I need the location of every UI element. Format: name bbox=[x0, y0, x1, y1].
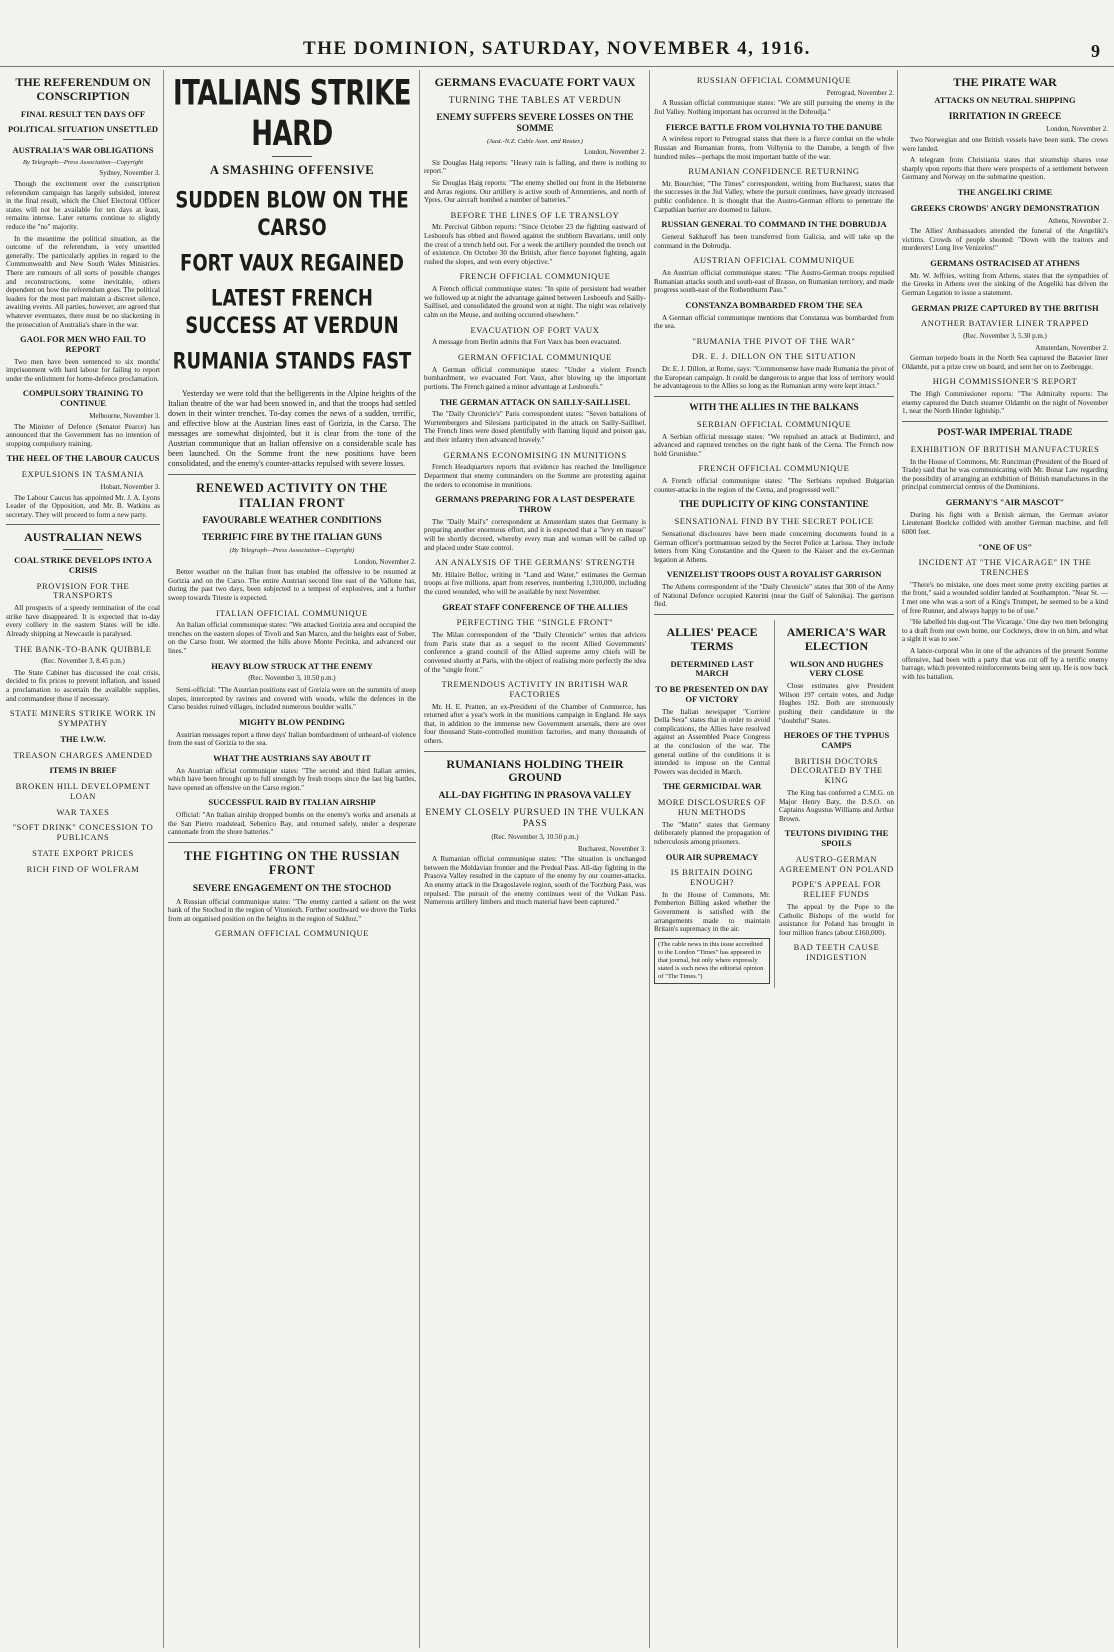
headline-australian-news: AUSTRALIAN NEWS bbox=[24, 530, 142, 545]
subhead: BROKEN HILL DEVELOPMENT LOAN bbox=[15, 781, 151, 801]
subhead: ENEMY SUFFERS SEVERE LOSSES ON THE SOMME bbox=[436, 112, 634, 134]
subhead: GERMANS PREPARING FOR A LAST DESPERATE THROW bbox=[435, 494, 635, 514]
body-paragraph: A French official communique states: "In spite of persistent bad weather we followed up at night the advantage gained between Lesboeufs and Sailly-Saillisel, and consolidated the ground won at night. The night was relatively calm on the Meuse, and nothing occurred elsewhere." bbox=[424, 285, 646, 319]
body-paragraph: The "Matin" states that Germany deliberately planned the propagation of tuberculosis among prisoners. bbox=[654, 820, 770, 846]
divider bbox=[6, 524, 160, 525]
masthead-title: THE DOMINION, SATURDAY, NOVEMBER 4, 1916. bbox=[303, 38, 811, 59]
subhead: HEAVY BLOW STRUCK AT THE ENEMY bbox=[211, 660, 373, 671]
divider bbox=[272, 156, 312, 157]
body-paragraph: A Russian official communique states: "We are still pursuing the enemy in the Jiul Valley. Nothing important has occurred in the Dobrudja." bbox=[654, 99, 894, 116]
body-paragraph: An Austrian official communique states: "The Austro-German troops repulsed Rumanian attacks south and south-east of Brasso, on Rumanian territory, and made progress south-east of the Rothenthurm Pass." bbox=[654, 268, 894, 295]
headline-post-war-trade: POST-WAR IMPERIAL TRADE bbox=[937, 427, 1073, 438]
body-paragraph: Mr. H. E. Pratten, an ex-President of the Chamber of Commerce, has returned after a year's work in the munitions campaign in England. He says that, in addition to the immense new Government arsenals, there are over four thousand State-controlled munition factories, and many thousands of others. bbox=[424, 702, 646, 746]
body-paragraph: The "Daily Mail's" correspondent at Amsterdam states that Germany is preparing another enormous effort, and it is expected that a "levy en masse" will be shortly decreed, whereby every man and woman will be called up and placed under State control. bbox=[424, 517, 646, 552]
body-paragraph: A wireless report to Petrograd states that there is a fierce combat on the whole Russian and Rumanian fronts, from Volhynia to the Danube, a length of five hundred miles—perhaps the most important battle of the war. bbox=[654, 135, 894, 161]
subhead: GERMANS OSTRACISED AT ATHENS bbox=[930, 257, 1080, 268]
subhead: EXHIBITION OF BRITISH MANUFACTURES bbox=[910, 443, 1100, 454]
subhead: CONSTANZA BOMBARDED FROM THE SEA bbox=[685, 299, 863, 310]
received-line: (Rec. November 3, 8.45 p.m.) bbox=[41, 657, 125, 666]
subhead: ITALIAN OFFICIAL COMMUNIQUE bbox=[216, 607, 368, 618]
column-4 bbox=[650, 70, 898, 1648]
subhead: AUSTRO-GERMAN AGREEMENT ON POLAND bbox=[779, 853, 894, 874]
subhead: THE HEEL OF THE LABOUR CAUCUS bbox=[6, 453, 160, 464]
body-paragraph: A telegram from Christiania states that steamship shares rose sharply upon reports that there were prospects of a settlement between Germany and Norway on the submarine question. bbox=[902, 156, 1108, 182]
subhead: TEUTONS DIVIDING THE SPOILS bbox=[784, 828, 889, 849]
subhead: GERMAN OFFICIAL COMMUNIQUE bbox=[457, 351, 613, 362]
dateline: London, November 2. bbox=[1046, 125, 1108, 134]
body-paragraph: "He labelled his dug-out 'The Vicarage.' One day two men belonging to a draft from our own home, our Cockneys, drew in on him, and what a sight it was to see." bbox=[902, 618, 1108, 644]
dateline: Athens, November 2. bbox=[1048, 216, 1108, 225]
agency-line: (By Telegraph—Press Association—Copyright) bbox=[229, 546, 355, 554]
subhead: BRITISH DOCTORS DECORATED BY THE KING bbox=[790, 755, 883, 786]
headline-balkans: WITH THE ALLIES IN THE BALKANS bbox=[689, 403, 859, 413]
body-paragraph: Though the excitement over the conscription referendum campaign has largely subsided, interest in the final result, which the Chief Electoral Officer states will not be available for ten days at least, remains intense. Later returns continue to slightly reduce the "no" majority. bbox=[6, 180, 160, 232]
subhead: FINAL RESULT TEN DAYS OFF bbox=[20, 108, 146, 119]
body-paragraph: Austrian messages report a three days' Italian bombardment of unheard-of violence from the east of Gorizia to the sea. bbox=[168, 730, 416, 748]
body-paragraph: The "Daily Chronicle's" Paris correspondent states: "Seven battalions of Wurtembergers and Silesians participated in the attack on Sailly-Saillisel. The French lines were dosed plentifully with flaming liquid and poison gas, and their infantry then advanced bravely." bbox=[424, 410, 646, 445]
subhead: ALL-DAY FIGHTING IN PRASOVA VALLEY bbox=[438, 791, 632, 802]
body-paragraph: All prospects of a speedy termination of the coal strike have disappeared. It is expected that to-day every colliery in the eastern States will be idle. Already shipping at Newcastle is paralysed. bbox=[6, 604, 160, 638]
body-paragraph: The State Cabinet has discussed the coal crisis, decided to fix prices to prevent inflation, and issued a proclamation to ascertain the available supplies, and commandeer those if necessary. bbox=[6, 668, 160, 703]
page-number: 9 bbox=[1091, 41, 1100, 61]
subhead: DR. E. J. DILLON ON THE SITUATION bbox=[692, 351, 856, 362]
body-paragraph: In the meantime the political situation, as the outcome of the referendum, is very unsettled generally. The particularly applies in regard to the Commonwealth and New South Wales Ministries. There are rumours of all sorts of possible changes and reconstructions, some inevitable, others dependent on how the referendum goes. The political leaders for the most part maintain a discreet silence, awaiting events. All parties, however, are agreed that whatever eventuates, there must be no slackening in the prosecution of Australia's share in the war. bbox=[6, 234, 160, 329]
subhead: BAD TEETH CAUSE INDIGESTION bbox=[793, 942, 880, 963]
body-paragraph: A Serbian official message states: "We repulsed an attack at Budimirci, and advanced and captured trenches on the right bank of the Cerna. The French now hold Grunishte." bbox=[654, 432, 894, 458]
dateline: Petrograd, November 2. bbox=[826, 88, 894, 97]
subhead: SERBIAN OFFICIAL COMMUNIQUE bbox=[696, 418, 852, 429]
subhead: OUR AIR SUPREMACY bbox=[665, 851, 759, 862]
subhead: STATE EXPORT PRICES bbox=[32, 847, 134, 858]
headline-russian-front: THE FIGHTING ON THE RUSSIAN FRONT bbox=[183, 848, 401, 878]
subhead: "ONE OF US" bbox=[977, 541, 1033, 552]
subhead: POLITICAL SITUATION UNSETTLED bbox=[7, 124, 159, 135]
subhead: RICH FIND OF WOLFRAM bbox=[26, 863, 140, 874]
divider bbox=[654, 614, 894, 615]
subhead: SUCCESSFUL RAID BY ITALIAN AIRSHIP bbox=[208, 797, 376, 808]
headline-america-election: AMERICA'S WAR ELECTION bbox=[786, 625, 887, 653]
headline-carso: SUDDEN BLOW ON THE CARSO bbox=[175, 187, 409, 242]
subhead: TO BE PRESENTED ON DAY OF VICTORY bbox=[655, 684, 769, 704]
dateline: Melbourne, November 3. bbox=[89, 412, 160, 421]
subhead: GAOL FOR MEN WHO FAIL TO REPORT bbox=[20, 334, 146, 354]
body-paragraph: Mr. Hilaire Belloc, writing in "Land and Water," estimates the German troops at five millions, apart from reserves, numbering 1,310,000, including the cured wounded, who will be available by next November. bbox=[424, 570, 646, 597]
subhead: SENSATIONAL FIND BY THE SECRET POLICE bbox=[674, 516, 874, 527]
divider bbox=[63, 549, 103, 550]
subhead: RUMANIAN CONFIDENCE RETURNING bbox=[688, 166, 860, 177]
body-paragraph: General Sakharoff has been transferred from Galicia, and will take up the command in the Dobrudja. bbox=[654, 233, 894, 250]
body-paragraph: The Minister of Defence (Senator Pearce) has announced that the Government has no intention of stopping compulsory training. bbox=[6, 422, 160, 448]
column-3 bbox=[420, 70, 650, 1648]
column-2 bbox=[164, 70, 420, 1648]
received-line: (Rec. November 3, 10.50 p.m.) bbox=[248, 674, 336, 683]
subhead: GERMAN PRIZE CAPTURED BY THE BRITISH bbox=[911, 302, 1099, 313]
body-paragraph: Mr. Percival Gibbon reports: "Since October 23 the fighting eastward of Lesboeufs has ebbed and flowed against the stubborn Bavarians, until only the crest of a trench held out. For a week the artillery pounded the trench out of existence. On October 30 the British, after fierce bayonet fighting, again rushed the slopes, and won every objective." bbox=[424, 223, 646, 266]
subhead: AUSTRIAN OFFICIAL COMMUNIQUE bbox=[693, 255, 855, 266]
body-paragraph: A Rumanian official communique states: "The situation is unchanged between the Moldavian frontier and the Predeal Pass. All-day fighting in the Prasova Valley resulted in the capture of the enemy by our counter-attacks. An enemy attack in the Dragoslavele region, south of the Torzburg Pass, was repulsed. The pursuit of the enemy continues west of the Vulkan Pass. Numerous artillery limbers and much material have been captured." bbox=[424, 855, 646, 907]
subhead: THE GERMICIDAL WAR bbox=[662, 781, 762, 792]
dateline: Hobart, November 3. bbox=[100, 482, 160, 491]
subhead: HIGH COMMISSIONER'S REPORT bbox=[932, 376, 1078, 387]
dateline: Sydney, November 3. bbox=[99, 169, 160, 178]
subhead: COMPULSORY TRAINING TO CONTINUE bbox=[22, 388, 144, 409]
subhead: VENIZELIST TROOPS OUST A ROYALIST GARRISON bbox=[666, 569, 882, 580]
subhead: MIGHTY BLOW PENDING bbox=[239, 716, 345, 727]
subhead: STATE MINERS STRIKE WORK IN SYMPATHY bbox=[9, 708, 157, 729]
subhead: EVACUATION OF FORT VAUX bbox=[470, 324, 600, 335]
subhead: AUSTRALIA'S WAR OBLIGATIONS bbox=[12, 145, 154, 156]
subcolumn-left bbox=[654, 620, 774, 988]
subhead: THE GERMAN ATTACK ON SAILLY-SAILLISEL bbox=[439, 396, 631, 407]
column-1 bbox=[2, 70, 164, 1648]
subhead: TURNING THE TABLES AT VERDUN bbox=[448, 95, 622, 106]
body-paragraph: In the House of Commons, Mr. Pemberton Billing asked whether the Government is satisfied with the arrangements made to maintain Britain's supremacy in the air. bbox=[654, 890, 770, 934]
subhead: INCIDENT AT "THE VICARAGE" IN THE TRENCHES bbox=[918, 557, 1092, 578]
received-line: (Rec. November 3, 10.50 p.m.) bbox=[491, 833, 579, 841]
lead-paragraph: Yesterday we were told that the belligerents in the Alpine heights of the Italian theatre of the war had been snowed in, and that the troops had settled down in their winter trenches. To-day comes the news of a sudden, terrific, and effective blow at the Austrian lines east of Gorizia, in the Carso. The messages are somewhat disjointed, but it is clear from the tone of the Austrian communique that an Italian offensive on a considerable scale has been launched. On the Somme front the new positions have been consolidated, and the enemy's counter-attacks repulsed with severe losses. bbox=[168, 389, 416, 469]
body-paragraph: Sir Douglas Haig reports: "The enemy shelled our front in the Hebuterne and Arras regions. Our artillery is active south of Armentieres, and north of Ypres. Our aircraft bombed a number of batteries." bbox=[424, 178, 646, 205]
divider bbox=[654, 396, 894, 397]
body-paragraph: The Milan correspondent of the "Daily Chronicle" writes that advices from Paris state that as a sequel to the recent Allied Governments' conference a grand council of the Allied supreme army chiefs will be convened shortly at Paris, with the object of realising more perfectly the idea of the "single front." bbox=[424, 631, 646, 674]
subhead: EXPULSIONS IN TASMANIA bbox=[21, 469, 145, 480]
body-paragraph: The High Commissioner reports: "The Admiralty reports: The enemy captured the Dutch steamer Oldambt on the night of November 1, near the North Hinder lightship." bbox=[902, 390, 1108, 416]
body-paragraph: The King has conferred a C.M.G. on Major Henry Baty, the D.S.O. on Captains Augustus Williams and Arthur Brown. bbox=[779, 788, 894, 823]
headline-rumania: RUMANIA STANDS FAST bbox=[172, 348, 412, 375]
body-paragraph: The Allies' Ambassadors attended the funeral of the Angeliki's victims. Crowds of people shouted: "Down with the traitors and murderers! Long live Venizelos!" bbox=[902, 227, 1108, 253]
subhead: COAL STRIKE DEVELOPS INTO A CRISIS bbox=[14, 555, 152, 575]
subhead: AN ANALYSIS OF THE GERMANS' STRENGTH bbox=[435, 557, 635, 568]
subhead: GERMAN OFFICIAL COMMUNIQUE bbox=[214, 928, 370, 939]
subhead: PERFECTING THE "SINGLE FRONT" bbox=[456, 617, 614, 628]
subhead: WAR TAXES bbox=[56, 806, 110, 817]
subhead: THE BANK-TO-BANK QUIBBLE bbox=[14, 643, 152, 654]
headline-fort-vaux-evacuated: GERMANS EVACUATE FORT VAUX bbox=[434, 75, 636, 89]
dateline: London, November 2. bbox=[584, 148, 646, 157]
divider bbox=[63, 139, 103, 140]
body-paragraph: During his fight with a British airman, the German aviator Lieutenant Boelcke collided with another German machine, and fell 6000 feet. bbox=[902, 510, 1108, 536]
subhead: RUSSIAN GENERAL TO COMMAND IN THE DOBRUDJA bbox=[661, 219, 887, 230]
subhead: THE DUPLICITY OF KING CONSTANTINE bbox=[679, 500, 869, 511]
body-paragraph: Mr. W. Jeffries, writing from Athens, states that the sympathies of the Greeks in Athens over the sinking of the Angeliki has driven the German Legation to issue a statement. bbox=[902, 271, 1108, 297]
subhead: TERRIFIC FIRE BY THE ITALIAN GUNS bbox=[201, 533, 383, 544]
subhead: ATTACKS ON NEUTRAL SHIPPING bbox=[934, 94, 1076, 105]
subhead: FRENCH OFFICIAL COMMUNIQUE bbox=[459, 271, 611, 282]
subhead: BEFORE THE LINES OF LE TRANSLOY bbox=[450, 209, 620, 220]
headline-pirate-war: THE PIRATE WAR bbox=[953, 75, 1057, 89]
body-paragraph: Semi-official: "The Austrian positions east of Gorizia were on the summits of steep slopes, intercepted by ravines and covered with woods, while the defences in the Carso besides ruined villages, included numerous boulder walls." bbox=[168, 686, 416, 712]
dateline: Bucharest, November 3. bbox=[577, 844, 646, 853]
subhead: GREAT STAFF CONFERENCE OF THE ALLIES bbox=[442, 601, 628, 612]
column-5 bbox=[898, 70, 1112, 1648]
subhead: GERMANS ECONOMISING IN MUNITIONS bbox=[443, 449, 627, 460]
subhead: FAVOURABLE WEATHER CONDITIONS bbox=[202, 516, 382, 527]
subhead: ITEMS IN BRIEF bbox=[49, 765, 117, 776]
body-paragraph: "There's no mistake, one does meet some pretty exciting parties at the front," said a wounded soldier landed at Southampton. "Near St. — I met one who was a sort of a King's Trumpet, he seemed to be a kind of free Runner, and always happy to be of use." bbox=[902, 580, 1108, 615]
body-paragraph: An Italian official communique states: "We attacked Gorizia area and occupied the trenches on the eastern slopes of Tivoli and San Marco, and the heights east of Sober, on the Carso front. We stormed the hills above Monte Pecinka, and advanced our lines." bbox=[168, 621, 416, 656]
body-paragraph: The Italian newspaper "Corriere Della Sera" states that in order to avoid complications, the Allies have resolved against an Assembled Peace Congress at the conclusion of the war. The general outline of the conditions it is intended to impose on the Central Powers was decided in March. bbox=[654, 707, 770, 776]
divider bbox=[168, 842, 416, 843]
body-paragraph: The Labour Caucus has appointed Mr. J. A. Lyons Leader of the Opposition, and Mr. B. Watkins as secretary. They will proceed to form a new party. bbox=[6, 493, 160, 519]
body-paragraph: In the House of Commons, Mr. Runciman (President of the Board of Trade) said that he was communicating with Mr. Bonar Law regarding the possibility of arranging an exhibition of British manufactures in the principal commercial centres of the Dominions. bbox=[902, 457, 1108, 492]
headline-verdun: LATEST FRENCH SUCCESS AT VERDUN bbox=[185, 285, 399, 340]
subhead: IRRITATION IN GREECE bbox=[948, 111, 1062, 122]
body-paragraph: French Headquarters reports that evidence has reached the Intelligence Department that enemy commanders on the Somme are protesting against the orders to economise in munitions. bbox=[424, 463, 646, 489]
body-paragraph: Two men have been sentenced to six months' imprisonment with hard labour for failing to report under the enlistment for home-defence proclamation. bbox=[6, 357, 160, 383]
divider bbox=[902, 421, 1108, 422]
subhead: PROVISION FOR THE TRANSPORTS bbox=[36, 580, 130, 601]
subhead: IS BRITAIN DOING ENOUGH? bbox=[670, 867, 754, 888]
body-paragraph: Official: "An Italian airship dropped bombs on the enemy's works and arsenals at the San Pietro roadstead, Sebenico Bay, and returned safely, under a desperate cannonade from the shore batteries." bbox=[168, 811, 416, 837]
body-paragraph: Mr. Bourchier, "The Times" correspondent, writing from Bucharest, states that the successes in the Jiul Valley, where the pursuit continues, have greatly increased public confidence. It is thought that the Austro-German efforts to penetrate the Carpathian barrier are doomed to failure. bbox=[654, 179, 894, 214]
subhead: HEROES OF THE TYPHUS CAMPS bbox=[783, 730, 890, 750]
subhead: DETERMINED LAST MARCH bbox=[670, 658, 754, 679]
split-columns bbox=[654, 620, 894, 988]
body-paragraph: A German official communique mentions that Constanza was bombarded from the sea. bbox=[654, 313, 894, 331]
body-paragraph: A Russian official communique states: "The enemy carried a salient on the west bank of the Stochod in the region of Vitoniezh. Further southward we drove the Turks from an organised position on the heights in the region of Sukhoz." bbox=[168, 897, 416, 923]
headline-italians-strike-hard: ITALIANS STRIKE HARD bbox=[173, 73, 411, 155]
subhead: ANOTHER BATAVIER LINER TRAPPED bbox=[921, 318, 1089, 329]
subhead: THE I.W.W. bbox=[60, 733, 106, 744]
subhead: A SMASHING OFFENSIVE bbox=[209, 163, 375, 177]
body-paragraph: The appeal by the Pope to the Catholic Bishops of the world for assistance for Poland has brought in four million francs (about £160,000). bbox=[779, 902, 894, 937]
body-paragraph: Close estimates give President Wilson 197 certain votes, and Judge Hughes 192. Both are strenuously pushing their candidature in the "doubtful" States. bbox=[779, 682, 894, 725]
subhead: MORE DISCLOSURES OF HUN METHODS bbox=[657, 797, 767, 817]
body-paragraph: The Athens correspondent of the "Daily Chronicle" states that 300 of the Army of National Defence occupied Katerini (near the Gulf of Salonika). The garrison fled. bbox=[654, 583, 894, 609]
subcolumn-right bbox=[774, 620, 894, 988]
body-paragraph: Better weather on the Italian front has enabled the offensive to be resumed at Gorizia and on the Carso. The entire Austrian second line east of the Vallone has, during the past two days, been subjected to a tempest of explosives, and a further sweep towards Trieste is expected. bbox=[168, 568, 416, 602]
subhead: RUSSIAN OFFICIAL COMMUNIQUE bbox=[696, 75, 852, 85]
subhead: POPE'S APPEAL FOR RELIEF FUNDS bbox=[791, 879, 882, 900]
agency-line: (Aust.-N.Z. Cable Assn. and Reuter.) bbox=[486, 137, 584, 145]
body-paragraph: Sensational disclosures have been made concerning documents found in a German officer's portmanteau seized by the Secret Police at Larissa. They include letters from King Constantine and the Queen to the Kaiser and the ex-German legation at Athens. bbox=[654, 530, 894, 564]
body-paragraph: Dr. E. J. Dillon, at Rome, says: "Commonsense have made Rumania the pivot of the European campaign. It could be dangerous to argue that loss of territory would be advantageous to the Allies so long as the Rumanian army were kept intact." bbox=[654, 365, 894, 391]
body-paragraph: A lance-corporal who in one of the advances of the present Somme offensive, had been with a party that was cut off by a terrific enemy barrage, which prevented reinforcements being sent up. He is now back with his battalion. bbox=[902, 647, 1108, 681]
agency-line: By Telegraph—Press Association—Copyright bbox=[22, 158, 144, 166]
subhead: GREEKS CROWDS' ANGRY DEMONSTRATION bbox=[910, 202, 1100, 213]
body-paragraph: A French official communique states: "The Serbians repulsed Bulgarian counter-attacks in the region of the Cerna, and progressed well." bbox=[654, 477, 894, 494]
dateline: Amsterdam, November 2. bbox=[1035, 343, 1108, 352]
subhead: WILSON AND HUGHES VERY CLOSE bbox=[789, 658, 884, 679]
subhead: FRENCH OFFICIAL COMMUNIQUE bbox=[698, 463, 850, 474]
subhead: TREASON CHARGES AMENDED bbox=[13, 749, 153, 760]
headline-allies-peace-terms: ALLIES' PEACE TERMS bbox=[666, 625, 758, 653]
headline-fort-vaux: FORT VAUX REGAINED bbox=[180, 250, 404, 277]
headline-italian-front: RENEWED ACTIVITY ON THE ITALIAN FRONT bbox=[196, 481, 388, 510]
subhead: ENEMY CLOSELY PURSUED IN THE VULKAN PASS bbox=[425, 808, 645, 830]
subhead: "RUMANIA THE PIVOT OF THE WAR" bbox=[692, 335, 856, 346]
subhead: THE ANGELIKI CRIME bbox=[957, 187, 1053, 198]
body-paragraph: A message from Berlin admits that Fort Vaux has been evacuated. bbox=[432, 338, 622, 347]
subhead: TREMENDOUS ACTIVITY IN BRITISH WAR FACTORIES bbox=[441, 679, 629, 699]
body-paragraph: German torpedo boats in the North Sea captured the Batavier liner Oldambt, put a prize crew on board, and sent her on to Zeebrugge. bbox=[902, 354, 1108, 371]
body-paragraph: A German official communique states: "Under a violent French bombardment, we evacuated Fort Vaux, after blowing up the important portions. The French gained a minor advantage at Lesboeufs." bbox=[424, 365, 646, 391]
subhead: FIERCE BATTLE FROM VOLHYNIA TO THE DANUBE bbox=[665, 121, 883, 132]
body-paragraph: Sir Douglas Haig reports: "Heavy rain is falling, and there is nothing to report." bbox=[424, 158, 646, 176]
masthead-rule bbox=[0, 66, 1114, 67]
received-line: (Rec. November 3, 5.30 p.m.) bbox=[963, 332, 1047, 341]
dateline: London, November 2. bbox=[354, 557, 416, 566]
body-paragraph: An Austrian official communique states: "The second and third Italian armies, which have been brought up to full strength by fresh troops since the last big battles, have opened an offensive on the Carso region." bbox=[168, 766, 416, 792]
subhead: GERMANY'S "AIR MASCOT" bbox=[945, 497, 1065, 508]
divider bbox=[168, 474, 416, 475]
body-paragraph: Two Norwegian and one British vessels have been sunk. The crews were landed. bbox=[902, 136, 1108, 153]
subhead: "SOFT DRINK" CONCESSION TO PUBLICANS bbox=[12, 822, 154, 843]
subhead: WHAT THE AUSTRIANS SAY ABOUT IT bbox=[213, 752, 371, 763]
subhead: SEVERE ENGAGEMENT ON THE STOCHOD bbox=[192, 883, 392, 894]
divider bbox=[424, 751, 646, 752]
editorial-note: (The cable news in this issue accredited to the London "Times" has appeared in that journal, but only where expressly stated is such news the editorial opinion of "The Times.") bbox=[654, 938, 770, 984]
headline-rumanians-holding: RUMANIANS HOLDING THEIR GROUND bbox=[446, 756, 624, 785]
headline-referendum: THE REFERENDUM ON CONSCRIPTION bbox=[15, 75, 151, 103]
